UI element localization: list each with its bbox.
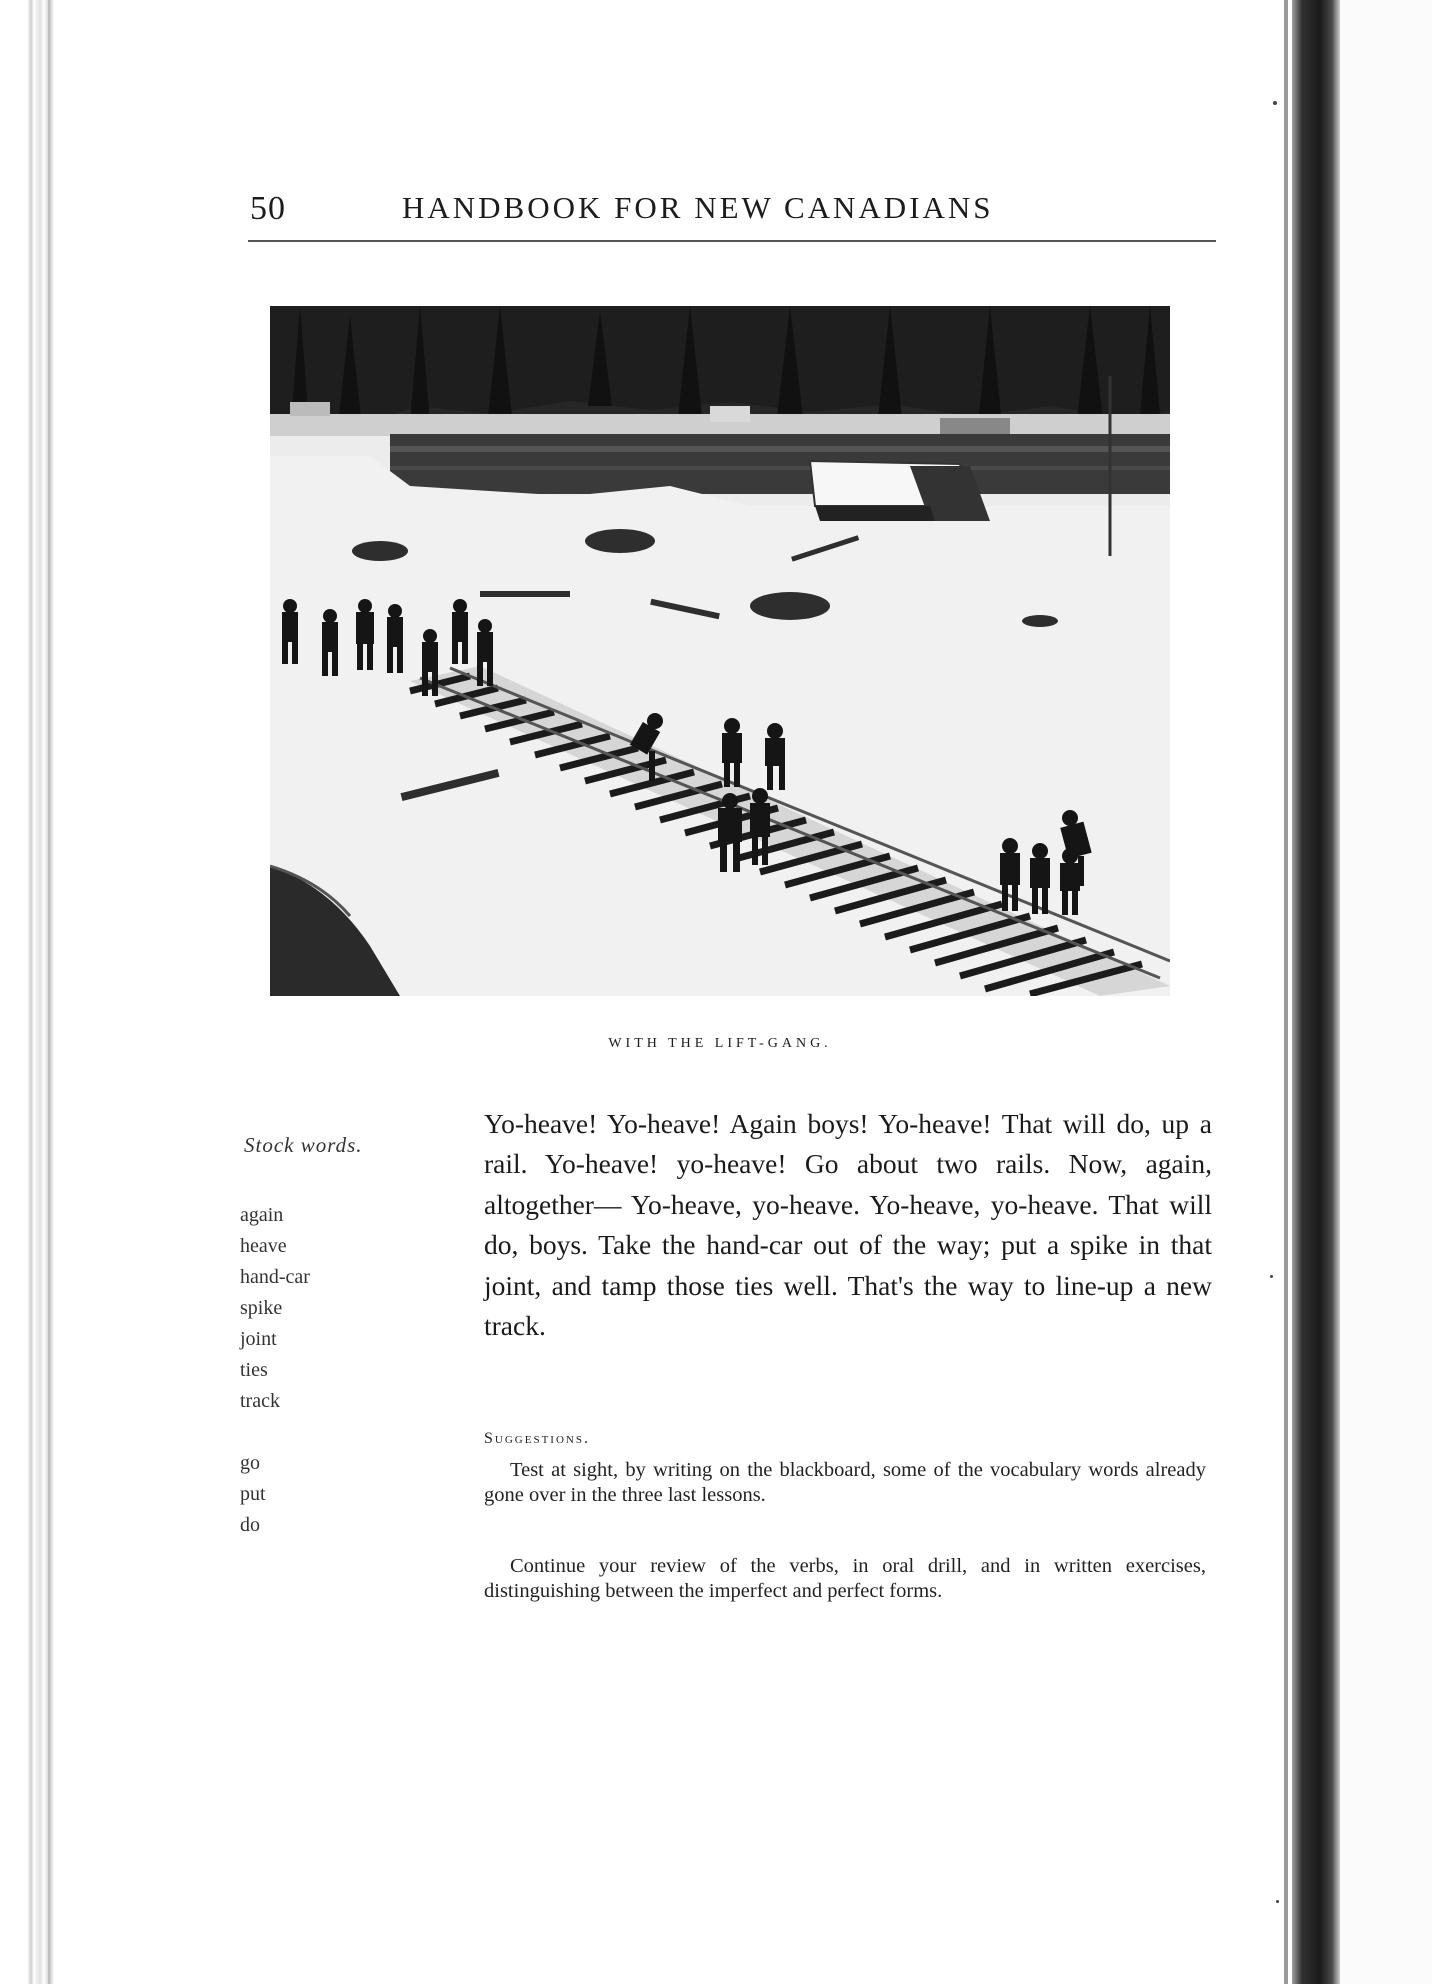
running-head-title: HANDBOOK FOR NEW CANADIANS (402, 190, 994, 225)
stock-word: hand-car (240, 1266, 310, 1288)
lift-gang-photograph (270, 306, 1170, 996)
page-edge-right (1284, 0, 1288, 1984)
scan-speck (1276, 1900, 1279, 1903)
suggestion-paragraph: Test at sight, by writing on the blackboard, some of the vocabulary words already gone over in the three last lessons. (484, 1459, 1206, 1506)
header-rule (248, 240, 1216, 242)
stock-word: spike (240, 1297, 283, 1319)
stock-verb: go (240, 1452, 260, 1474)
stock-word: ties (240, 1359, 268, 1381)
suggestion-paragraph: Continue your review of the verbs, in oral drill, and in written exercises, distinguishing between the imperfect and perfect forms. (484, 1555, 1206, 1602)
scan-margin (1340, 0, 1432, 1984)
stock-word: joint (240, 1328, 277, 1350)
scan-speck (1270, 1275, 1273, 1278)
stock-word: again (240, 1204, 284, 1226)
lesson-text: Yo-heave! Yo-heave! Again boys! Yo-heave! That will do, up a rail. Yo-heave! yo-heave! Go about two rails. Now, again, altogether— Yo-heave, yo-heave. Yo-heave, yo-heave. That will do, boys. Take the hand-car out of the way; put a spike in that joint, and tamp those ties well. That's the way to line-up a new track. (484, 1108, 1212, 1342)
page-binding-edge-left (28, 0, 62, 1984)
stock-word: heave (240, 1235, 287, 1257)
stock-word: track (240, 1390, 280, 1412)
page-number: 50 (250, 190, 286, 227)
book-spine (1292, 0, 1340, 1984)
stock-words-heading: Stock words. (244, 1133, 363, 1157)
figure-caption: WITH THE LIFT-GANG. (608, 1036, 832, 1051)
page-edge-rule (48, 0, 50, 1984)
suggestions-heading: Suggestions. (484, 1430, 590, 1447)
stock-verb: put (240, 1483, 266, 1505)
scan-speck (1273, 101, 1277, 105)
stock-verb: do (240, 1514, 260, 1536)
stock-words-list (240, 1200, 310, 1541)
